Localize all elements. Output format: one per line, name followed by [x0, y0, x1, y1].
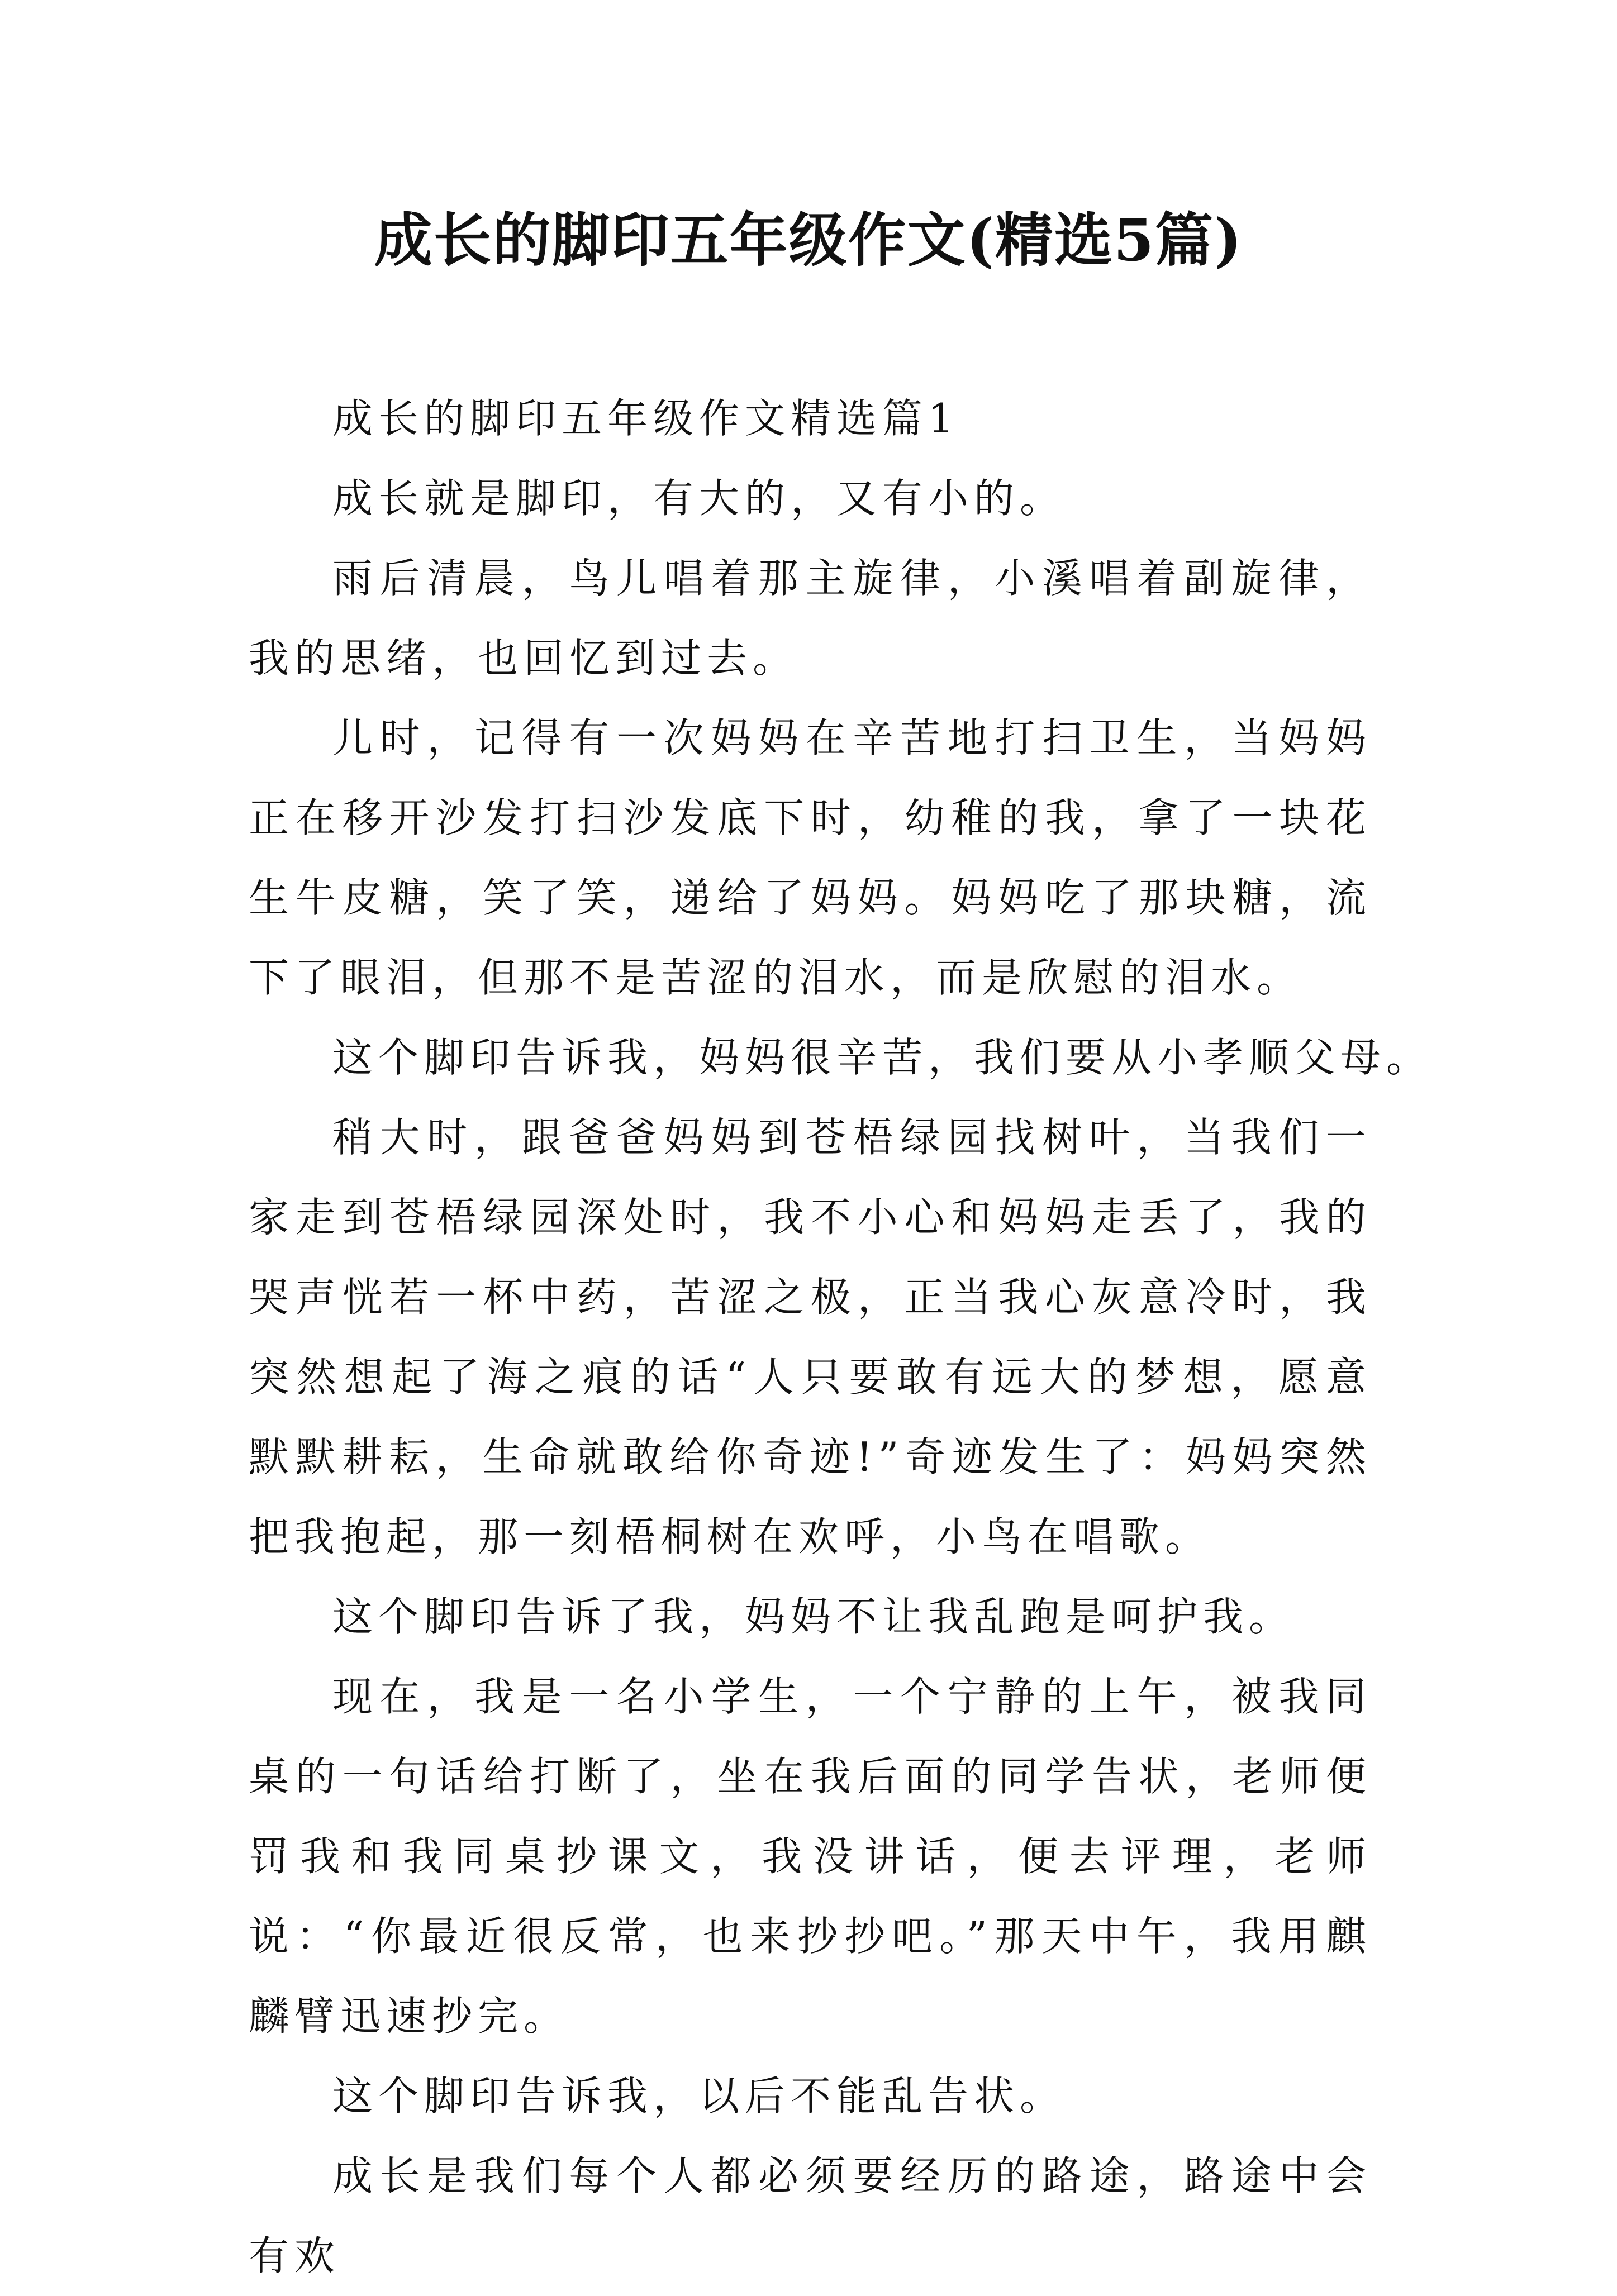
paragraph: 现在，我是一名小学生，一个宁静的上午，被我同桌的一句话给打断了，坐在我后面的同学告状，老师便罚我和我同桌抄课文，我没讲话，便去评理，老师说：“你最近很反常，也来抄抄吧。”那天中午，我用麒麟臂迅速抄完。 — [249, 1673, 1372, 2040]
paragraph: 成长是我们每个人都必须要经历的路途，路途中会有欢 — [249, 2152, 1372, 2279]
paragraph: 成长就是脚印，有大的，又有小的。 — [332, 475, 1066, 522]
paragraph: 这个脚印告诉了我，妈妈不让我乱跑是呵护我。 — [332, 1593, 1295, 1640]
paragraph: 稍大时，跟爸爸妈妈到苍梧绿园找树叶，当我们一家走到苍梧绿园深处时，我不小心和妈妈走丢了，我的哭声恍若一杯中药，苦涩之极，正当我心灰意冷时，我突然想起了海之痕的话“人只要敢有远大的梦想，愿意默默耕耘，生命就敢给你奇迹!”奇迹发生了：妈妈突然把我抱起，那一刻梧桐树在欢呼，小鸟在唱歌。 — [249, 1114, 1372, 1560]
document-title: 成长的脚印五年级作文(精选5篇) — [374, 206, 1243, 274]
paragraph: 雨后清晨，鸟儿唱着那主旋律，小溪唱着副旋律，我的思绪，也回忆到过去。 — [249, 555, 1372, 682]
paragraph: 儿时，记得有一次妈妈在辛苦地打扫卫生，当妈妈正在移开沙发打扫沙发底下时，幼稚的我，拿了一块花生牛皮糖，笑了笑，递给了妈妈。妈妈吃了那块糖，流下了眼泪，但那不是苦涩的泪水，而是欣慰的泪水。 — [249, 714, 1372, 1001]
paragraph: 这个脚印告诉我，以后不能乱告状。 — [332, 2073, 1066, 2119]
document-body — [249, 379, 1433, 2296]
section-heading: 成长的脚印五年级作文精选篇1 — [332, 395, 959, 442]
paragraph: 这个脚印告诉我，妈妈很辛苦，我们要从小孝顺父母。 — [332, 1034, 1433, 1081]
